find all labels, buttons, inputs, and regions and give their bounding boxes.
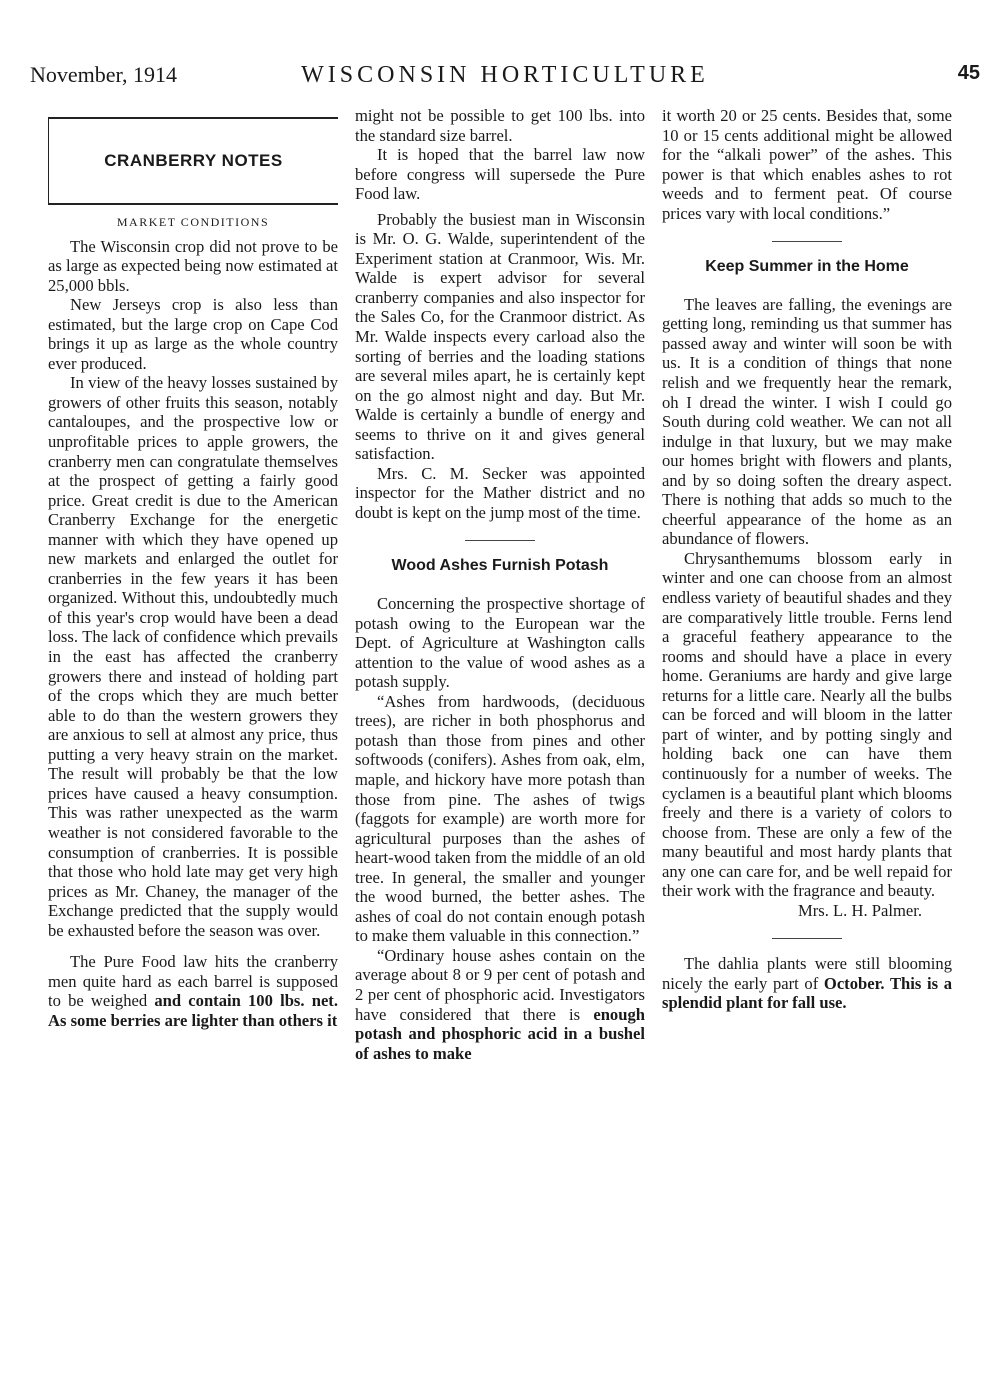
paragraph: Concerning the prospective shortage of potash owing to the European war the Dept. of Agriculture at Washington calls attention to the value of wood ashes as a potash supply. <box>355 594 645 692</box>
keep-summer-title: Keep Summer in the Home <box>705 258 909 276</box>
paragraph-ordinary-ashes <box>355 946 645 1063</box>
paragraph: The leaves are falling, the evenings are getting long, reminding us that summer has passed away and winter will soon be with us. It is a condition of things that none relish and we frequently hear the remark, oh I dread the winter. I wish I could go South during cold weather. We can not all indulge in that luxury, but we may make our homes bright with flowers and plants, and by so doing soften the dreary aspect. There is nothing that adds so much to the cheerful appearance of the home as an abundance of flowers. <box>662 294 952 549</box>
ordinary-ashes-text-bold: enough potash and phosphoric acid in a bushel of ashes to make <box>355 1004 645 1063</box>
market-conditions-subhead: MARKET CONDITIONS <box>116 215 270 229</box>
page-header <box>30 62 980 96</box>
section-divider <box>662 233 952 247</box>
dahlia-text-bold: October. This is a splendid plant for fall use. <box>662 973 952 1013</box>
ordinary-ashes-text: “Ordinary house ashes contain on the average about 8 or 9 per cent of potash and 2 per cent of phosphoric acid. Investigators have considered that there is <box>355 945 645 1024</box>
paragraph: In view of the heavy losses sustained by growers of other fruits this season, notably cantaloupes, and the prospective low or unprofitable prices to apple growers, the cranberry men can congratulate themselves at the prospect of getting a fairly good price. Great credit is due to the American Cranberry Exchange for the energetic manner with which they have opened up new markets and enlarged the outlet for cranberries in the few years it has been organized. Without this, undoubtedly much of this year's crop would have been a dead loss. The lack of confidence which prevails in the east has affected the cranberry growers there and instead of holding part of the crops which they are much better able to do than the western growers they are anxious to sell at almost any price, thus putting a very heavy strain on the market. The result will probably be that the low prices have caused a heavy consumption. This was rather unexpected as the warm weather is not considered favorable to the consumption of cranberries. It is possible that those who hold late may get very high prices as Mr. Chaney, the manager of the Exchange predicted that the supply would be exhausted before the season was over. <box>48 373 338 940</box>
dahlia-text: The dahlia plants were still blooming nicely the early part of <box>662 954 952 993</box>
paragraph: “Ashes from hardwoods, (deciduous trees), are richer in both phosphorus and potash than those from pines and other softwoods (conifers). Ashes from oak, elm, maple, and hickory have more potash than those from pine. The ashes of twigs (faggots for example) are worth more for agricultural purposes than the ashes of heart-wood taken from the middle of an old tree. In general, the smaller and younger the wood burned, the better ashes. The ashes of coal do not contain enough potash to make them valuable in this connection.” <box>355 691 645 946</box>
column-2 <box>355 106 645 1063</box>
paragraph: Chrysanthemums blossom early in winter and one can choose from an almost endless variety of beautiful shades and they are comparatively little trouble. Ferns lend a graceful feathery appearance to the rooms and should have a place in every home. Geraniums are hardy and give large returns for a little care. Nearly all the bulbs can be forced and will bloom in the latter part of winter, and by potting singly and holding back one can have them continuously for a number of weeks. The cyclamen is a beautiful plant which blooms freely and there is a variety of colors to choose from. These are only a few of the many beautiful and most hardy plants that any one can care for, and be well repaid for their work with the fragrance and beauty. <box>662 548 952 901</box>
paragraph: New Jerseys crop is also less than estimated, but the large crop on Cape Cod brings it up as large as the whole country ever produced. <box>48 295 338 373</box>
column-3 <box>662 106 952 1013</box>
author-signature: Mrs. L. H. Palmer. <box>798 900 922 920</box>
section-box-title: CRANBERRY NOTES <box>48 117 338 205</box>
paragraph: It is hoped that the barrel law now before congress will supersede the Pure Food law. <box>355 145 645 204</box>
page-number: 45 <box>957 62 980 84</box>
column-1 <box>48 117 338 1030</box>
paragraph: might not be possible to get 100 lbs. into the standard size barrel. <box>355 106 645 145</box>
section-divider <box>662 930 952 944</box>
pure-food-text-bold: and contain 100 lbs. net. As some berries are lighter than others it <box>48 991 338 1030</box>
paragraph: The Wisconsin crop did not prove to be as large as expected being now estimated at 25,000 bbls. <box>48 236 338 295</box>
paragraph: it worth 20 or 25 cents. Besides that, some 10 or 15 cents additional might be allowed for the “alkali power” of the ashes. This power is that which enables ashes to rot weeds and to ferment peat. Of course prices vary with local conditions.” <box>662 106 952 223</box>
journal-title: WISCONSIN HORTICULTURE <box>301 62 709 88</box>
section-divider <box>355 532 645 546</box>
pure-food-text: The Pure Food law hits the cranberry men quite hard as each barrel is supposed to be weighed <box>48 952 338 1011</box>
paragraph: Probably the busiest man in Wisconsin is Mr. O. G. Walde, superintendent of the Experiment station at Cranmoor, Wis. Mr. Walde is expert advisor for several cranberry companies and also inspector for the Sales Co, for the Cranmoor district. As Mr. Walde inspects every carload also the sorting of berries and the loading stations are several miles apart, he is certainly kept on the go almost night and day. But Mr. Walde is certainly a bundle of energy and seems to thrive on it and gives general satisfaction. <box>355 209 645 464</box>
issue-date: November, 1914 <box>30 62 177 87</box>
paragraph: Mrs. C. M. Secker was appointed inspector for the Mather district and no doubt is kept on the jump most of the time. <box>355 463 645 522</box>
paragraph-pure-food <box>48 952 338 1030</box>
wood-ashes-title: Wood Ashes Furnish Potash <box>391 557 609 575</box>
paragraph-dahlia <box>662 954 952 1013</box>
